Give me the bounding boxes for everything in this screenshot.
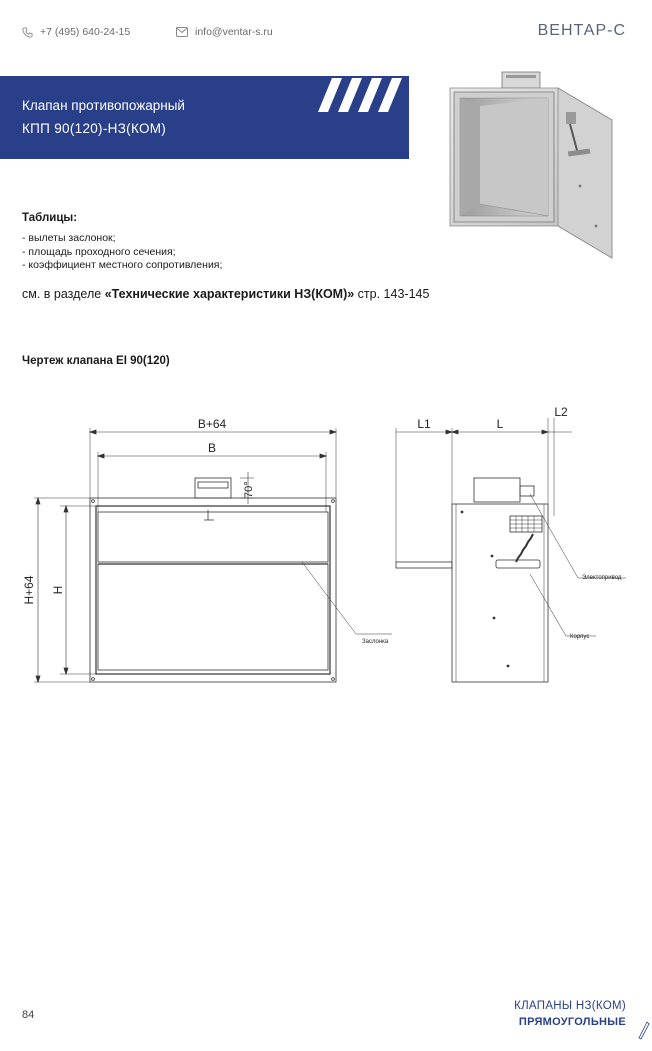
side-view-outline [452,504,548,682]
email-contact[interactable] [176,26,273,38]
dim-h-label: H [51,585,65,595]
list-item: - вылеты заслонок; [22,232,116,244]
product-type: Клапан противопожарный [22,98,185,113]
drawing-heading: Чертеж клапана EI 90(120) [22,355,170,367]
list-item: - коэффициент местного сопротивления; [22,259,223,271]
dim-b64-label: B+64 [197,417,227,431]
see-also-section-link[interactable]: «Технические характеристики НЗ(КОМ)» [104,287,355,301]
dim-b-label: B [207,441,217,455]
see-also-prefix: см. в разделе [22,287,105,301]
list-item: - площадь проходного сечения; [22,245,176,258]
product-photo [440,66,630,266]
section-subtitle: ПРЯМОУГОЛЬНЫЕ [518,1016,626,1028]
email-address[interactable]: info@ventar-s.ru [195,26,273,38]
corner-mark-icon [638,1021,650,1041]
title-banner [0,76,409,159]
technical-drawing [18,398,638,698]
dim-h64-label: H+64 [22,575,36,605]
phone-number[interactable]: +7 (495) 640-24-15 [40,26,131,38]
envelope-icon [176,27,188,37]
product-model: КПП 90(120)-НЗ(КОМ) [22,121,167,136]
see-also-text [22,287,429,301]
dim-angle-label: 70° [243,481,255,498]
section-title: КЛАПАНЫ НЗ(КОМ) [514,1000,626,1012]
dim-l-label: L [496,417,504,431]
dim-l1-label: L1 [417,417,431,431]
brand-logo[interactable]: ВЕНТАР-С [537,22,626,39]
actuator-callout: Электопривод [582,575,622,581]
front-view-outline [90,498,336,682]
damper-callout: Заслонка [362,639,389,645]
tables-heading: Таблицы: [22,212,78,224]
page-number: 84 [22,1009,35,1021]
see-also-pages: стр. 143-145 [354,287,430,301]
body-callout: Корпус [570,634,590,640]
phone-contact[interactable] [22,26,130,38]
phone-icon [22,27,33,38]
dim-l2-label: L2 [554,405,568,419]
stripes-decoration [318,78,408,112]
tables-list [22,232,222,273]
